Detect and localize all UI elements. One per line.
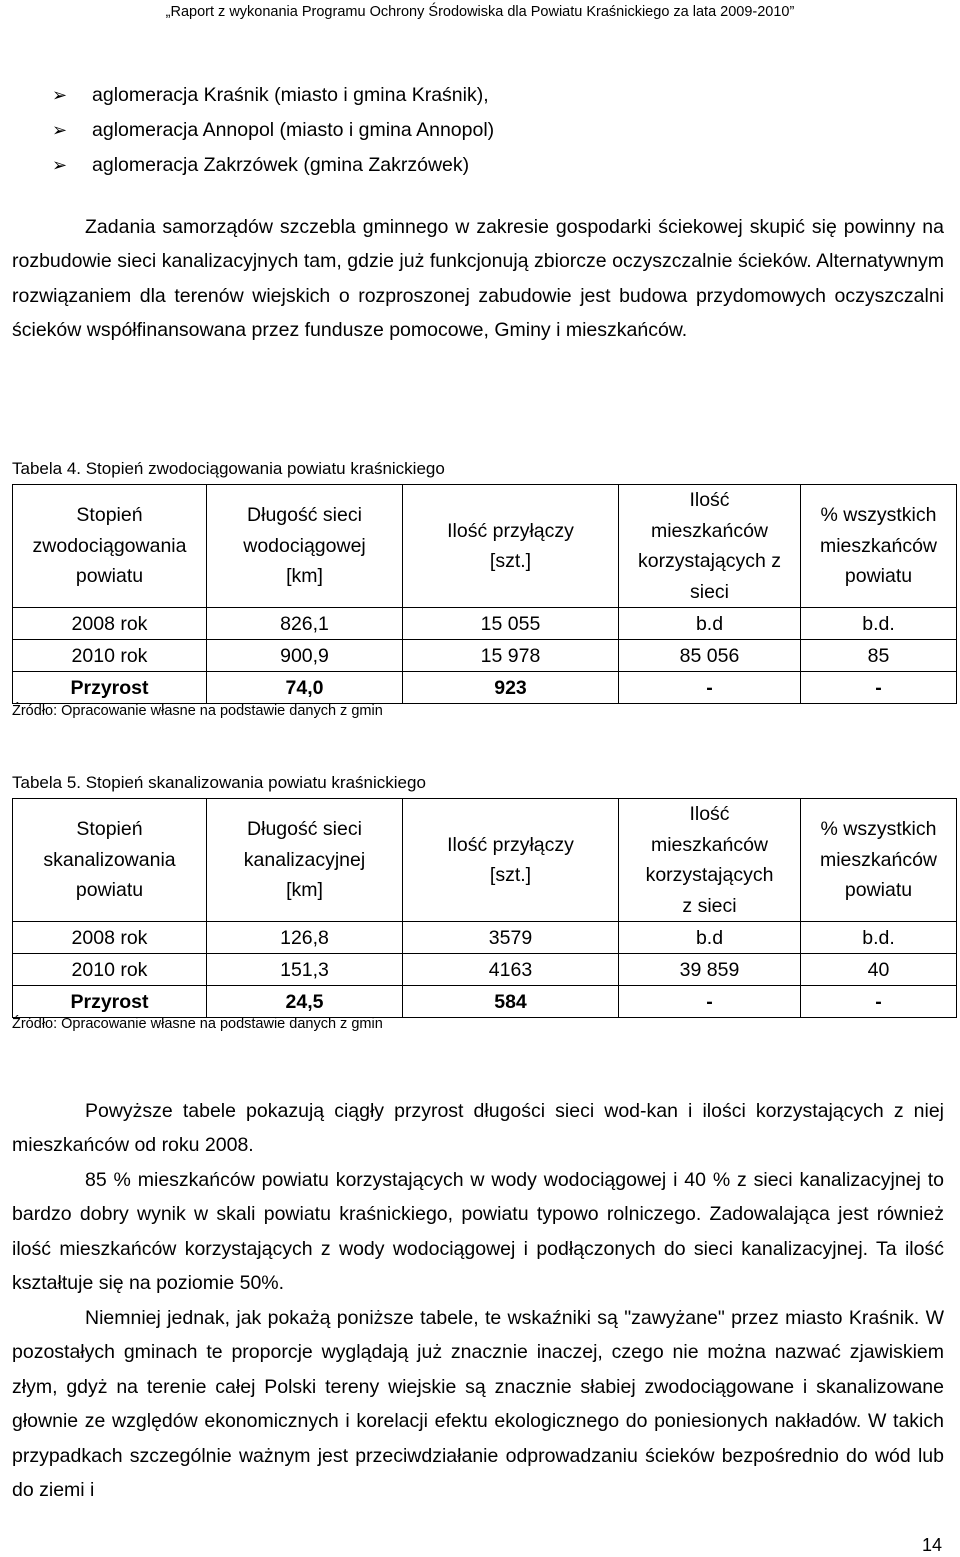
- column-header: Stopień zwodociągowania powiatu: [13, 485, 207, 608]
- table-source: Źródło: Opracowanie własne na podstawie danych z gmin: [12, 703, 383, 719]
- water-supply-table: [12, 484, 957, 704]
- table-cell: 826,1: [207, 608, 403, 640]
- paragraph: Powyższe tabele pokazują ciągły przyrost długości sieci wod-kan i ilości korzystających z niej mieszkańców od roku 2008.: [12, 1100, 944, 1157]
- table-cell: 126,8: [207, 922, 403, 954]
- table-cell: b.d.: [801, 608, 957, 640]
- agglomeration-list: [52, 78, 494, 183]
- table-cell: 2010 rok: [13, 640, 207, 672]
- table-cell: -: [619, 672, 801, 704]
- paragraph: Zadania samorządów szczebla gminnego w zakresie gospodarki ściekowej skupić się powinny na rozbudowie sieci kanalizacyjnych tam, gdzie już funkcjonują zbiorcze oczyszczalnie ścieków. Alternatywnym rozwiązaniem dla terenów wiejskich o rozproszonej zabudowie jest budowa przydomowych oczyszczalni ścieków współfinansowana przez fundusze pomocowe, Gminy i mieszkańców.: [12, 216, 944, 342]
- table-cell: 3579: [403, 922, 619, 954]
- arrow-bullet-icon: ➢: [52, 85, 68, 105]
- table-cell: -: [801, 986, 957, 1018]
- table-cell: 85: [801, 640, 957, 672]
- table-row: [13, 672, 957, 704]
- table-caption: Tabela 5. Stopień skanalizowania powiatu kraśnickiego: [12, 773, 426, 792]
- table-cell: 74,0: [207, 672, 403, 704]
- table-cell: Przyrost: [13, 986, 207, 1018]
- column-header: Długość sieci kanalizacyjnej [km]: [207, 799, 403, 922]
- column-header: Stopień skanalizowania powiatu: [13, 799, 207, 922]
- paragraph: Niemniej jednak, jak pokażą poniższe tabele, te wskaźniki są "zawyżane" przez miasto Kraśnik. W pozostałych gminach te proporcje wyglądają już znacznie inaczej, czego nie można nazwać zjawiskiem złym, gdyż na terenie całej Polski tereny wiejskie są znacznie słabiej zwodociągowane i skanalizowane głownie ze względów ekonomicznych i korelacji efektu ekologicznego do poniesionych nakładów. W takich przypadkach szczególnie ważnym jest przeciwdziałanie odprowadzaniu ścieków bezpośrednio do wód lub do ziemi i: [12, 1307, 944, 1502]
- table-cell: 15 055: [403, 608, 619, 640]
- table-cell: 15 978: [403, 640, 619, 672]
- column-header: Długość sieci wodociągowej [km]: [207, 485, 403, 608]
- table-cell: 584: [403, 986, 619, 1018]
- list-item: ➢ aglomeracja Zakrzówek (gmina Zakrzówek): [52, 154, 470, 176]
- table-cell: 151,3: [207, 954, 403, 986]
- table-cell: 24,5: [207, 986, 403, 1018]
- column-header: Ilość przyłączy [szt.]: [403, 485, 619, 608]
- table-cell: Przyrost: [13, 672, 207, 704]
- running-header: „Raport z wykonania Programu Ochrony Środowiska dla Powiatu Kraśnickiego za lata 2009-2010”: [165, 4, 795, 20]
- table-cell: 40: [801, 954, 957, 986]
- paragraph: 85 % mieszkańców powiatu korzystających w wody wodociągowej i 40 % z sieci kanalizacyjnej to bardzo dobry wynik w skali powiatu kraśnickiego, powiatu typowo rolniczego. Zadowalająca jest również ilość mieszkańców korzystających z wody wodociągowej i podłączonych do sieci kanalizacyjnej. Ta ilość kształtuje się na poziomie 50%.: [12, 1169, 944, 1295]
- table-row: [13, 954, 957, 986]
- table-cell: -: [619, 986, 801, 1018]
- column-header: Ilość mieszkańców korzystających z sieci: [619, 799, 801, 922]
- table-row: [13, 986, 957, 1018]
- table-cell: b.d: [619, 608, 801, 640]
- table-cell: 2008 rok: [13, 608, 207, 640]
- list-item: ➢ aglomeracja Annopol (miasto i gmina Annopol): [52, 119, 495, 141]
- column-header: Ilość przyłączy [szt.]: [403, 799, 619, 922]
- page-number: 14: [921, 1535, 942, 1555]
- list-item: ➢ aglomeracja Kraśnik (miasto i gmina Kraśnik),: [52, 84, 489, 106]
- table-cell: 923: [403, 672, 619, 704]
- sewerage-table: [12, 798, 957, 1018]
- table-header-row: [13, 799, 957, 922]
- table-cell: 85 056: [619, 640, 801, 672]
- column-header: % wszystkich mieszkańców powiatu: [801, 799, 957, 922]
- column-header: % wszystkich mieszkańców powiatu: [801, 485, 957, 608]
- table-cell: b.d.: [801, 922, 957, 954]
- column-header: Ilość mieszkańców korzystających z sieci: [619, 485, 801, 608]
- table-cell: -: [801, 672, 957, 704]
- table-source: Źródło: Opracowanie własne na podstawie danych z gmin: [12, 1016, 383, 1032]
- table-row: [13, 608, 957, 640]
- table-cell: 4163: [403, 954, 619, 986]
- table-cell: 2010 rok: [13, 954, 207, 986]
- table-caption: Tabela 4. Stopień zwodociągowania powiatu kraśnickiego: [12, 459, 445, 478]
- table-cell: 2008 rok: [13, 922, 207, 954]
- arrow-bullet-icon: ➢: [52, 155, 68, 175]
- table-header-row: [13, 485, 957, 608]
- arrow-bullet-icon: ➢: [52, 120, 68, 140]
- table-cell: 39 859: [619, 954, 801, 986]
- table-row: [13, 640, 957, 672]
- table-cell: b.d: [619, 922, 801, 954]
- table-cell: 900,9: [207, 640, 403, 672]
- table-row: [13, 922, 957, 954]
